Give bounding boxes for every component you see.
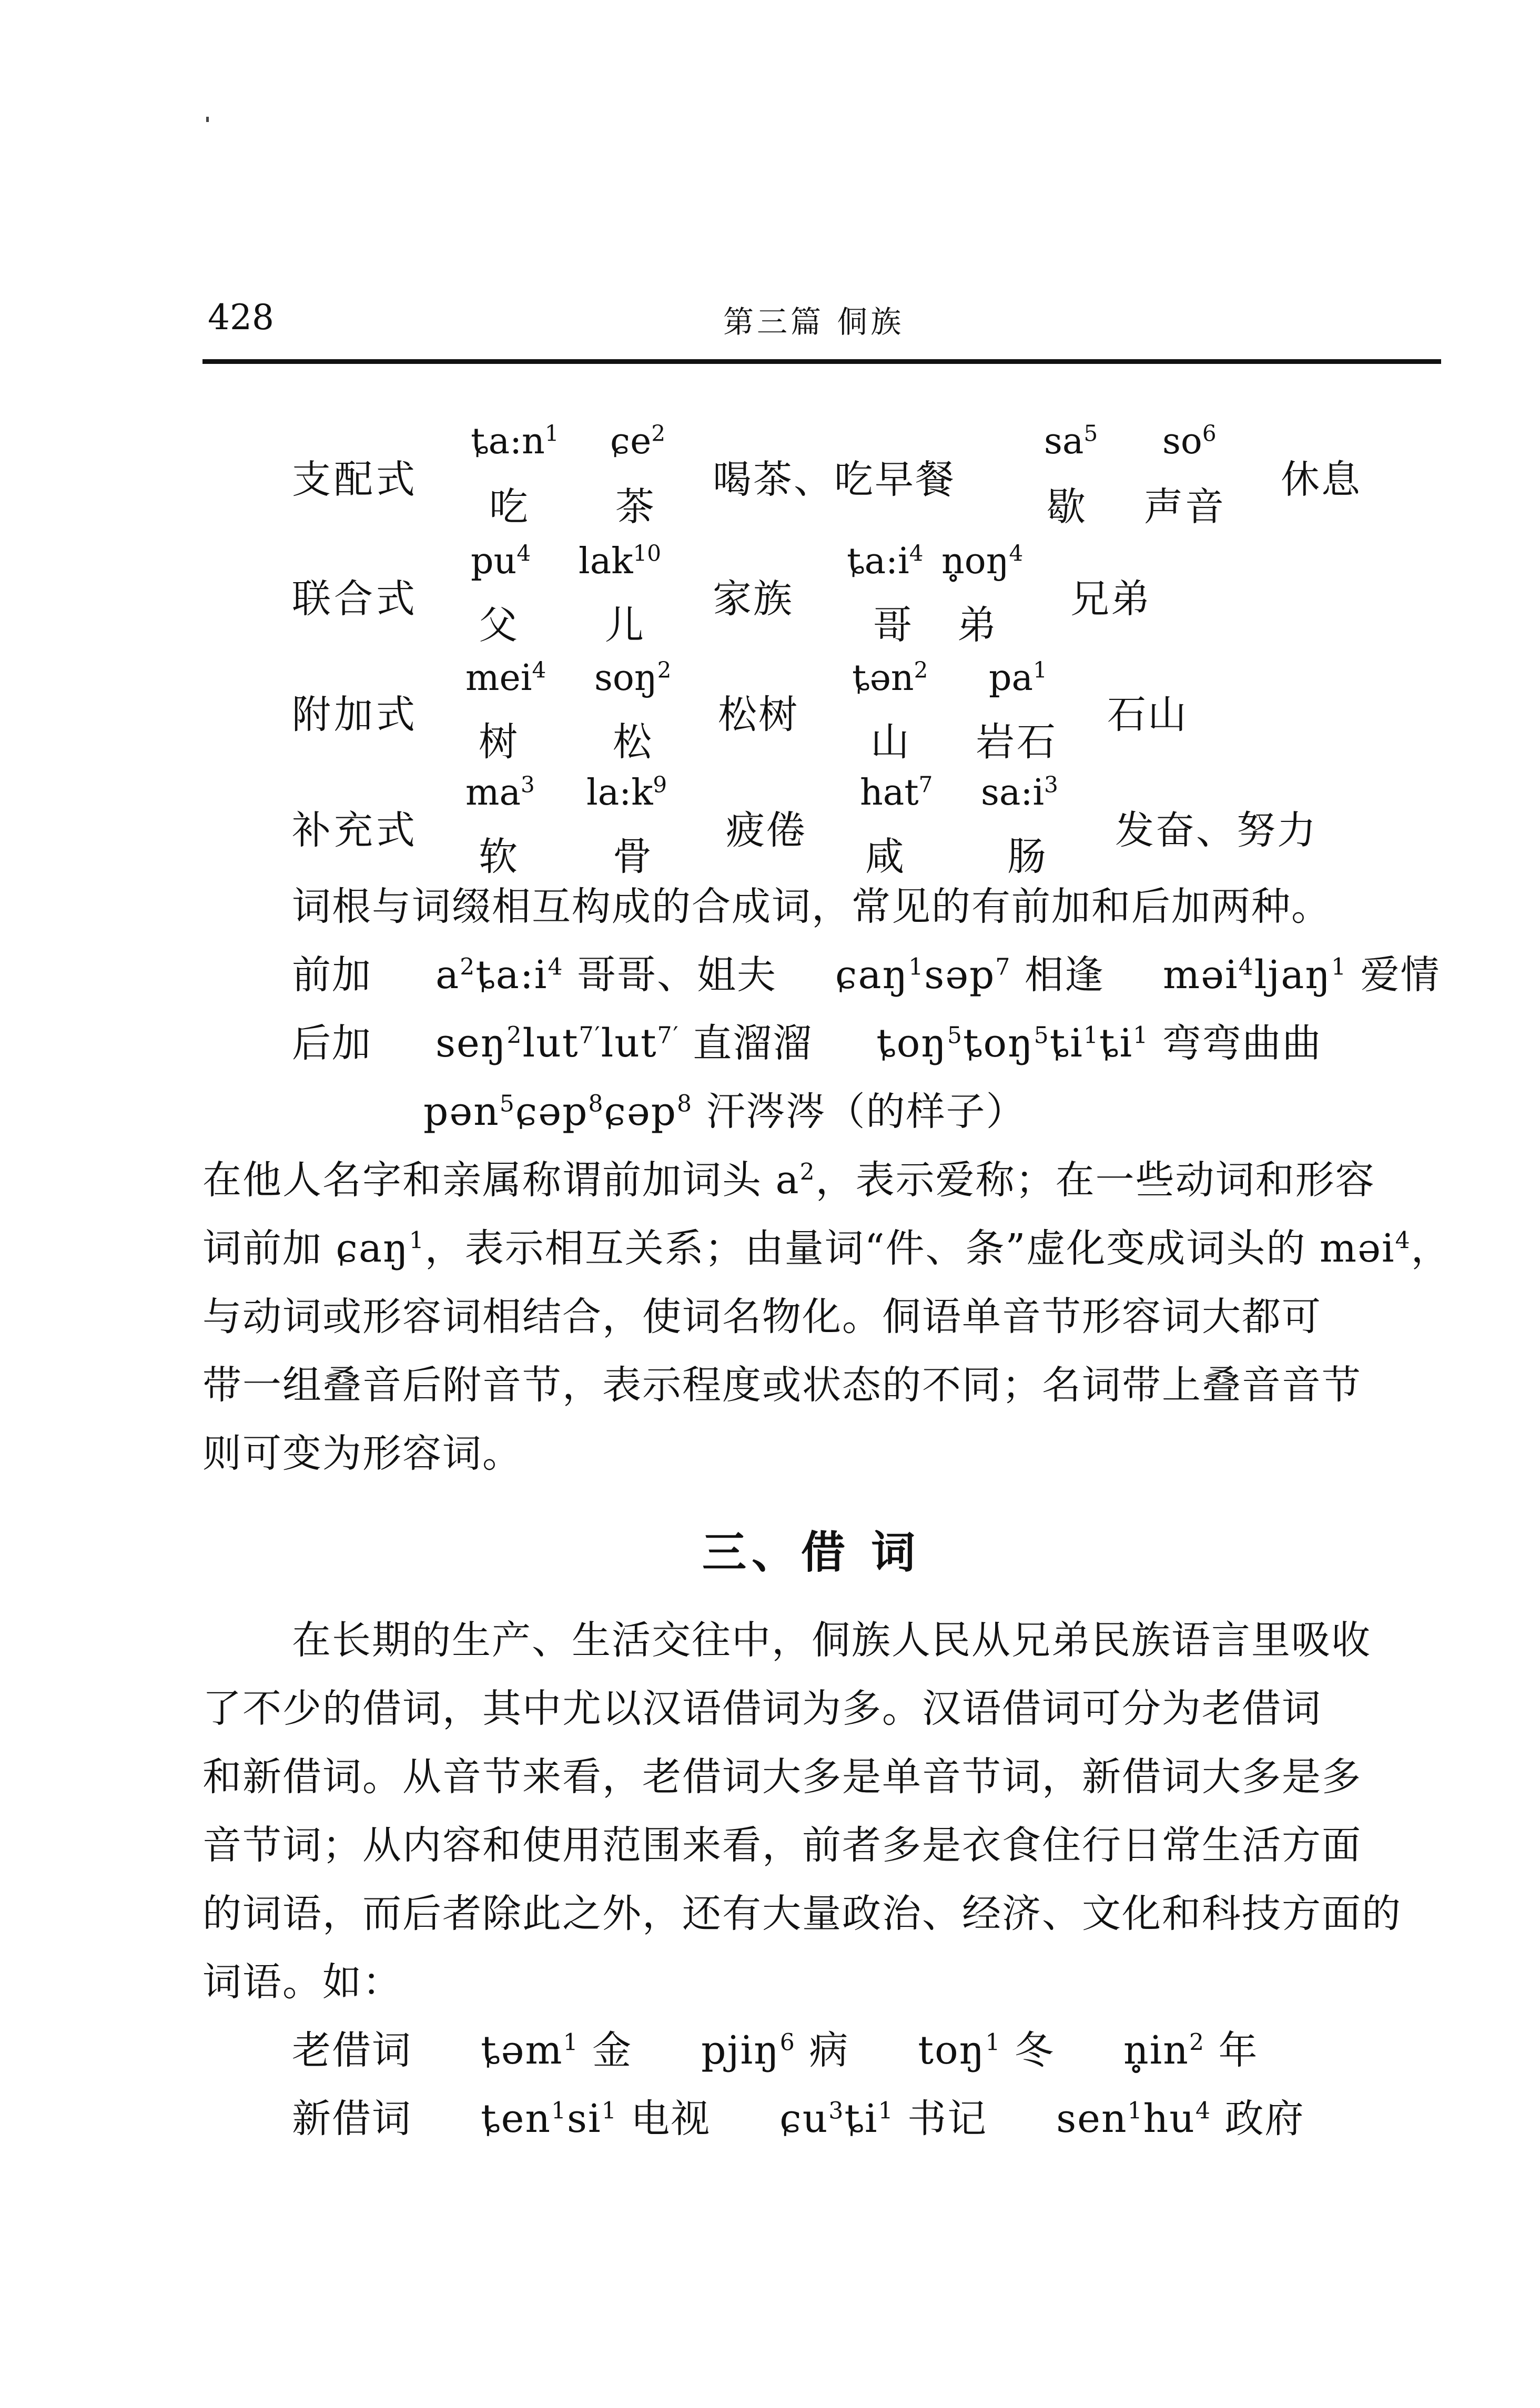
ipa-word: $la:k^9$ (586, 771, 667, 814)
old-loans-label: 老借词 (292, 2028, 412, 2073)
ipa-word: $so^6$ (1162, 420, 1217, 462)
paragraph-line: 在他人名字和亲属称谓前加词头 $a^2$，表示爱称；在一些动词和形容 (202, 1157, 1375, 1203)
word-gloss: 咸 (865, 834, 906, 879)
word-gloss: 树 (479, 719, 520, 765)
word-gloss: 茶 (615, 484, 656, 530)
loan-word: $ɕu^3ȶi^1$ 书记 (779, 2096, 988, 2141)
suffix-example: $ȶoŋ^5ȶoŋ^5ȶi^1ȶi^1$ 弯弯曲曲 (876, 1021, 1322, 1066)
ipa-word: $pa^1$ (989, 657, 1047, 699)
loan-word: ȶəm$^1$ 金 (481, 2028, 633, 2073)
word-gloss: 弟 (957, 603, 998, 648)
compound-meaning: 松树 (718, 692, 799, 737)
paragraph-line: 带一组叠音后附音节，表示程度或状态的不同；名词带上叠音音节 (202, 1363, 1362, 1408)
loan-word: $sen^1hu^4$ 政府 (1056, 2096, 1305, 2141)
ipa-word: ȶən$^2$ (852, 657, 928, 699)
paragraph-line: 了不少的借词，其中尤以汉语借词为多。汉语借词可分为老借词 (202, 1686, 1322, 1731)
prefix-example: məi$^4$ljaŋ$^1$ 爱情 (1163, 952, 1441, 998)
ipa-word: $sa:i^3$ (981, 771, 1058, 814)
compound-meaning: 家族 (713, 576, 794, 622)
scan-speck (206, 117, 209, 122)
compound-meaning: 石山 (1107, 692, 1188, 737)
section-heading: 三、借 词 (702, 1526, 921, 1578)
word-gloss: 山 (870, 719, 911, 765)
loan-word: toŋ$^1$ 冬 (918, 2028, 1055, 2073)
compound-meaning: 喝茶、吃早餐 (713, 457, 956, 502)
suffix-example: pən$^5$ɕəp$^8$ɕəp$^8$ 汗涔涔（的样子） (423, 1089, 1026, 1134)
prefix-line (292, 944, 1441, 1000)
ipa-word: $ma^3$ (465, 771, 535, 814)
suffix-example: seŋ$^2$lut$^{7'}$lut$^{7'}$ 直溜溜 (435, 1021, 813, 1066)
word-gloss: 骨 (613, 834, 654, 879)
row-label: 补充式 (292, 808, 418, 853)
compound-meaning: 疲倦 (726, 808, 807, 853)
suffix-label: 后加 (292, 1021, 372, 1066)
word-gloss: 吃 (489, 484, 530, 530)
word-gloss: 软 (479, 834, 520, 879)
ipa-word: mei$^4$ (465, 657, 546, 699)
page-number: 428 (208, 297, 274, 338)
compound-meaning: 兄弟 (1070, 576, 1151, 622)
paragraph-line: 音节词；从内容和使用范围来看，前者多是衣食住行日常生活方面 (202, 1823, 1362, 1868)
ipa-word: $pu^4$ (471, 540, 531, 582)
compound-meaning: 休息 (1281, 457, 1362, 502)
paragraph-line: 词前加 ɕaŋ$^1$，表示相互关系；由量词“件、条”虚化变成词头的 məi$^4$， (202, 1226, 1451, 1271)
compound-meaning: 发奋、努力 (1115, 808, 1318, 853)
loan-word: pjiŋ$^6$ 病 (701, 2028, 849, 2073)
ipa-word: $ȶa:i^4$ (847, 540, 924, 582)
new-loans-label: 新借词 (292, 2096, 412, 2141)
paragraph-line: 和新借词。从音节来看，老借词大多是单音节词，新借词大多是多 (202, 1754, 1362, 1800)
prefix-example: $a^2ȶa:i^4$ 哥哥、姐夫 (435, 952, 777, 998)
old-loans-line (292, 2019, 1258, 2075)
paragraph-line: 的词语，而后者除此之外，还有大量政治、经济、文化和科技方面的 (202, 1891, 1402, 1936)
word-gloss: 儿 (605, 603, 646, 648)
word-gloss: 父 (479, 603, 520, 648)
row-label: 支配式 (292, 457, 418, 502)
word-gloss: 松 (613, 719, 654, 765)
word-gloss: 哥 (873, 603, 914, 648)
row-label: 附加式 (292, 692, 418, 737)
paragraph-line: 则可变为形容词。 (202, 1431, 522, 1476)
ipa-word: lak$^{10}$ (579, 540, 661, 582)
new-loans-line (292, 2088, 1305, 2143)
ipa-word: ɕe$^2$ (610, 420, 666, 462)
ipa-word: $sa^5$ (1044, 420, 1098, 462)
ipa-word: hat$^7$ (860, 771, 933, 814)
ipa-word: $n̥oŋ^4$ (941, 540, 1024, 582)
paragraph-line: 词语。如： (202, 1959, 402, 2005)
suffix-line (292, 1012, 1322, 1068)
row-label: 联合式 (292, 576, 418, 622)
ipa-word: soŋ$^2$ (594, 657, 672, 699)
word-gloss: 歇 (1047, 484, 1088, 530)
affix-intro: 词根与词缀相互构成的合成词，常见的有前加和后加两种。 (292, 884, 1331, 929)
ipa-word: $ȶa:n^1$ (471, 420, 559, 462)
running-title: 第三篇 侗族 (723, 304, 905, 340)
loan-word: $ȶen^1si^1$ 电视 (481, 2096, 711, 2141)
header-rule (202, 359, 1441, 364)
word-gloss: 肠 (1007, 834, 1048, 879)
word-gloss: 岩石 (976, 719, 1058, 765)
paragraph-line: 在长期的生产、生活交往中，侗族人民从兄弟民族语言里吸收 (292, 1618, 1371, 1663)
prefix-example: ɕaŋ$^1$səp$^7$ 相逢 (835, 952, 1105, 998)
loan-word: $n̥in^2$ 年 (1123, 2028, 1259, 2073)
word-gloss: 声音 (1144, 484, 1226, 530)
prefix-label: 前加 (292, 952, 372, 998)
paragraph-line: 与动词或形容词相结合，使词名物化。侗语单音节形容词大都可 (202, 1294, 1322, 1339)
